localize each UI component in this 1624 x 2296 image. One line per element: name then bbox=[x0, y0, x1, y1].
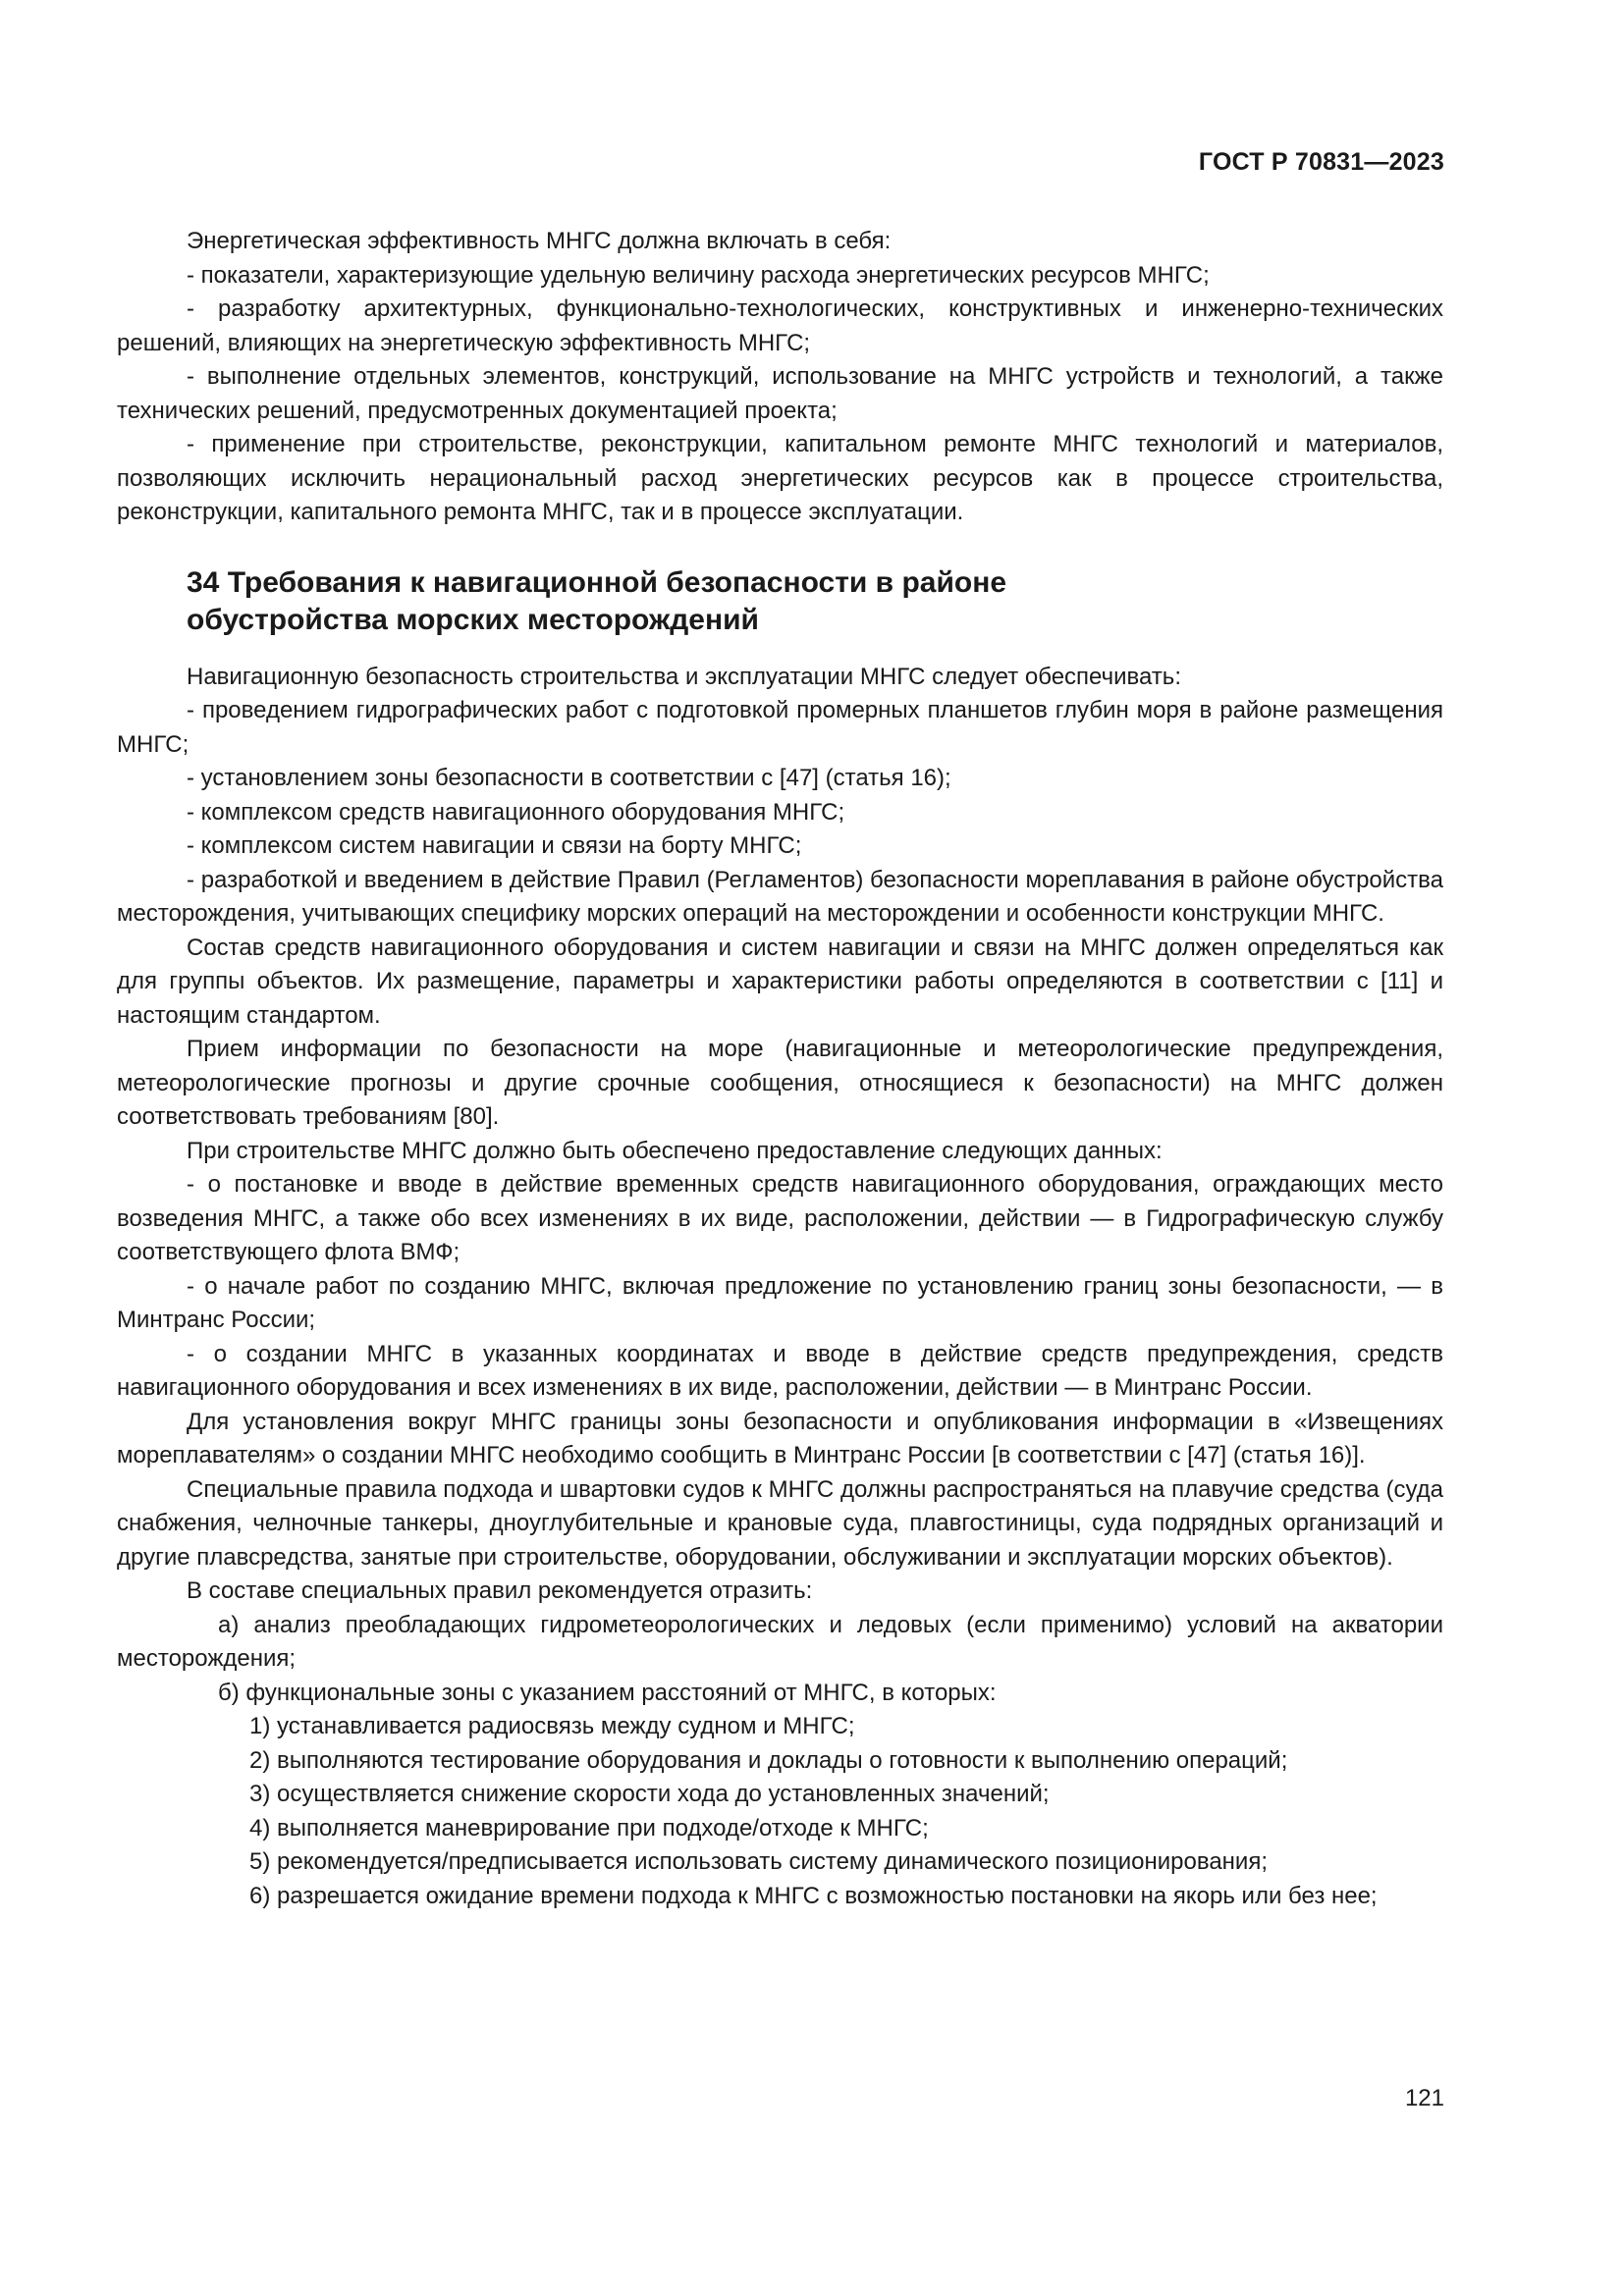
list-item: а) анализ преобладающих гидрометеорологических и ледовых (если применимо) условий на акватории месторождения; bbox=[117, 1611, 1443, 1672]
paragraph: Энергетическая эффективность МНГС должна включать в себя: bbox=[187, 228, 892, 254]
paragraph: Для установления вокруг МНГС границы зоны безопасности и опубликования информации в «Извещениях мореплавателям» о создании МНГС необходимо сообщить в Минтранс России [в соответствии с [47] (статья 16)]. bbox=[117, 1408, 1443, 1468]
page-number: 121 bbox=[1404, 2085, 1444, 2111]
list-item: - установлением зоны безопасности в соответствии с [47] (статья 16); bbox=[187, 765, 951, 791]
list-item: 3) осуществляется снижение скорости хода до установленных значений; bbox=[249, 1781, 1050, 1807]
section-title-line2: обустройства морских месторождений bbox=[187, 603, 759, 636]
list-item: - проведением гидрографических работ с подготовкой промерных планшетов глубин моря в районе размещения МНГС; bbox=[117, 697, 1443, 758]
paragraph: Состав средств навигационного оборудования и систем навигации и связи на МНГС должен определяться как для группы объектов. Их размещение, параметры и характеристики работы определяются в соответствии с [11] и настоящим стандартом. bbox=[117, 934, 1443, 1029]
list-item: 2) выполняются тестирование оборудования и доклады о готовности к выполнению операций; bbox=[249, 1746, 1288, 1774]
list-item: - о начале работ по созданию МНГС, включая предложение по установлению границ зоны безопасности, — в Минтранс России; bbox=[117, 1272, 1443, 1333]
paragraph: Специальные правила подхода и швартовки судов к МНГС должны распространяться на плавучие средства (суда снабжения, челночные танкеры, дноуглубительные и крановые суда, плавгостиницы, суда подрядных организаций и другие плавсредства, занятые при строительстве, оборудовании, обслуживании и эксплуатации морских объектов). bbox=[117, 1475, 1443, 1571]
list-item: 6) разрешается ожидание времени подхода к МНГС с возможностью постановки на якорь или без нее; bbox=[249, 1882, 1378, 1909]
list-item: б) функциональные зоны с указанием расстояний от МНГС, в которых: bbox=[218, 1679, 997, 1706]
list-item: - разработку архитектурных, функционально-технологических, конструктивных и инженерно-технических решений, влияющих на энергетическую эффективность МНГС; bbox=[117, 295, 1443, 356]
list-item: - показатели, характеризующие удельную величину расхода энергетических ресурсов МНГС; bbox=[187, 261, 1210, 289]
paragraph: При строительстве МНГС должно быть обеспечено предоставление следующих данных: bbox=[187, 1137, 1163, 1164]
list-item: - разработкой и введением в действие Правил (Регламентов) безопасности мореплавания в районе обустройства месторождения, учитывающих специфику морских операций на месторождении и особенности конструкции МНГС. bbox=[117, 866, 1443, 927]
paragraph: Навигационную безопасность строительства и эксплуатации МНГС следует обеспечивать: bbox=[187, 663, 1181, 690]
document-code: ГОСТ Р 70831—2023 bbox=[1198, 148, 1444, 176]
page-content bbox=[117, 225, 1443, 1913]
list-item: - применение при строительстве, реконструкции, капитальном ремонте МНГС технологий и материалов, позволяющих исключить нерациональный расход энергетических ресурсов как в процессе строительства, реконструкции, капитального ремонта МНГС, так и в процессе эксплуатации. bbox=[117, 431, 1443, 525]
section-heading bbox=[187, 564, 1443, 639]
list-item: - комплексом средств навигационного оборудования МНГС; bbox=[187, 798, 845, 826]
list-item: - о создании МНГС в указанных координатах и вводе в действие средств предупреждения, средств навигационного оборудования и всех изменениях в их виде, расположении, действии — в Минтранс России. bbox=[117, 1340, 1443, 1401]
list-item: - о постановке и вводе в действие временных средств навигационного оборудования, ограждающих место возведения МНГС, а также обо всех изменениях в их виде, расположении, действии — в Гидрографическую службу соответствующего флота ВМФ; bbox=[117, 1171, 1443, 1265]
section-title-line1: 34 Требования к навигационной безопасности в районе bbox=[187, 565, 1007, 599]
list-item: - выполнение отдельных элементов, конструкций, использование на МНГС устройств и технологий, а также технических решений, предусмотренных документацией проекта; bbox=[117, 363, 1443, 424]
list-item: 5) рекомендуется/предписывается использовать систему динамического позиционирования; bbox=[249, 1848, 1268, 1875]
paragraph: В составе специальных правил рекомендуется отразить: bbox=[187, 1577, 813, 1604]
list-item: 1) устанавливается радиосвязь между судном и МНГС; bbox=[249, 1713, 855, 1739]
paragraph: Прием информации по безопасности на море (навигационные и метеорологические предупреждения, метеорологические прогнозы и другие срочные сообщения, относящиеся к безопасности) на МНГС должен соответствовать требованиям [80]. bbox=[117, 1036, 1443, 1130]
list-item: - комплексом систем навигации и связи на борту МНГС; bbox=[187, 832, 802, 859]
list-item: 4) выполняется маневрирование при подходе/отходе к МНГС; bbox=[249, 1814, 929, 1842]
